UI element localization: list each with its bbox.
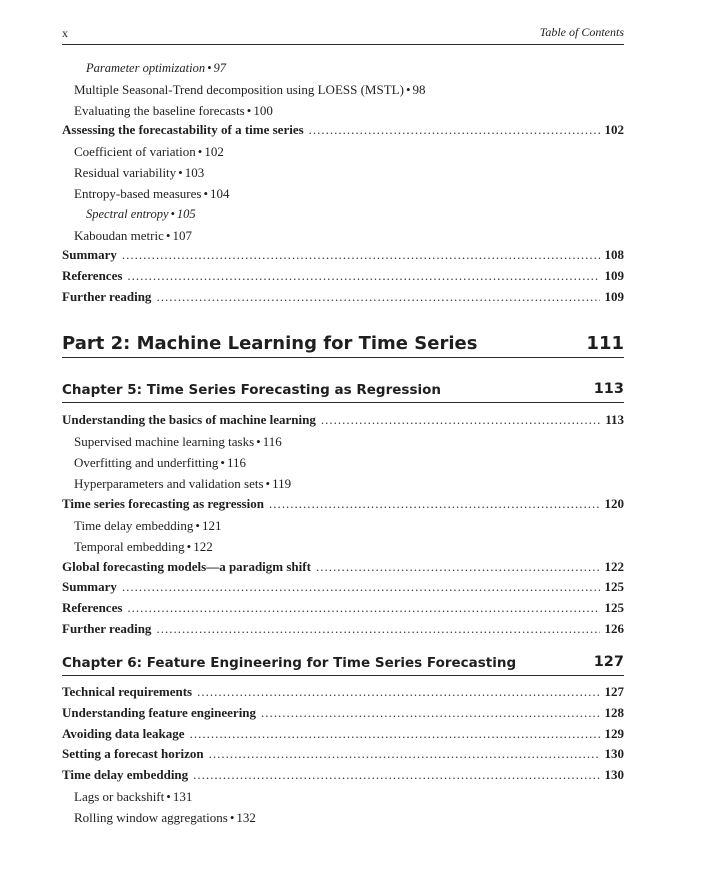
toc-entry-data-leakage[interactable] bbox=[62, 724, 624, 745]
toc-page-number: 122 bbox=[193, 538, 213, 554]
toc-subsection-title: Time delay embedding bbox=[74, 517, 194, 533]
toc-entry-title: References bbox=[62, 267, 123, 283]
toc-page-number: 97 bbox=[213, 61, 226, 75]
dot-leader bbox=[156, 619, 599, 640]
toc-page-number: 132 bbox=[236, 809, 256, 825]
running-section-title: Table of Contents bbox=[539, 25, 624, 39]
toc-page-number: 126 bbox=[604, 620, 624, 636]
toc-page-number: 107 bbox=[172, 227, 192, 243]
toc-subsection-title: Overfitting and underfitting bbox=[74, 454, 219, 470]
toc-page-number: 104 bbox=[210, 185, 230, 201]
toc-subsection[interactable] bbox=[62, 786, 624, 807]
toc-subsection[interactable] bbox=[62, 473, 624, 494]
bullet-separator: • bbox=[265, 475, 271, 491]
dot-leader bbox=[127, 266, 599, 287]
toc-entry-title: Further reading bbox=[62, 620, 152, 636]
toc-page-number: 128 bbox=[604, 704, 624, 720]
toc-subsection-title: Hyperparameters and validation sets bbox=[74, 475, 264, 491]
toc-page-number: 102 bbox=[604, 122, 624, 137]
toc-entry-title: Technical requirements bbox=[62, 684, 193, 699]
toc-entry-time-delay-embedding[interactable] bbox=[62, 765, 624, 786]
toc-entry-title: Setting a forecast horizon bbox=[62, 746, 204, 762]
toc-subsection-title: Residual variability bbox=[74, 164, 177, 180]
bullet-separator: • bbox=[195, 517, 200, 533]
toc-subsection[interactable] bbox=[62, 452, 624, 473]
toc-subsection-title: Coefficient of variation bbox=[74, 143, 196, 159]
bullet-separator: • bbox=[405, 82, 411, 97]
bullet-separator: • bbox=[165, 227, 171, 243]
toc-page-number: 125 bbox=[604, 600, 624, 616]
bullet-separator: • bbox=[246, 103, 252, 118]
running-header bbox=[62, 22, 624, 45]
bullet-separator: • bbox=[197, 143, 203, 159]
toc-page-number: 109 bbox=[604, 267, 624, 283]
toc-entry-regression[interactable] bbox=[62, 494, 624, 515]
bullet-separator: • bbox=[186, 538, 192, 554]
toc-entry-feature-engineering[interactable] bbox=[62, 703, 624, 724]
dot-leader bbox=[261, 703, 599, 724]
chapter5-contents bbox=[62, 410, 624, 640]
toc-entry-technical-requirements[interactable] bbox=[62, 682, 624, 703]
toc-subsection-title: Temporal embedding bbox=[74, 538, 185, 554]
bullet-separator: • bbox=[256, 433, 261, 449]
toc-entry-title: Assessing the forecastability of a time series bbox=[62, 122, 304, 137]
dot-leader bbox=[122, 245, 600, 266]
toc-entry-references[interactable] bbox=[62, 598, 624, 619]
dot-leader bbox=[316, 557, 600, 578]
toc-page-number: 130 bbox=[604, 746, 624, 762]
toc-entry-title: Summary bbox=[62, 247, 117, 262]
toc-entry-title: Understanding feature engineering bbox=[62, 704, 257, 720]
toc-page-number: 131 bbox=[172, 788, 193, 804]
dot-leader bbox=[309, 120, 600, 141]
toc-entry-title: References bbox=[62, 600, 123, 616]
chapter-page-number: 113 bbox=[593, 381, 624, 397]
toc-entry-further-reading[interactable] bbox=[62, 619, 624, 640]
chapter-heading[interactable] bbox=[62, 654, 624, 676]
chapter-heading[interactable] bbox=[62, 381, 624, 403]
toc-entry-title: Understanding the basics of machine learning bbox=[62, 412, 316, 427]
dot-leader bbox=[156, 287, 599, 308]
toc-page-number: 105 bbox=[176, 206, 196, 221]
toc-page-number: 129 bbox=[604, 725, 624, 741]
toc-subsection-title: Entropy-based measures bbox=[74, 185, 202, 201]
bullet-separator: • bbox=[203, 185, 208, 201]
dot-leader bbox=[321, 410, 600, 431]
toc-entry-title: Summary bbox=[62, 579, 117, 595]
toc-subsection[interactable] bbox=[62, 807, 624, 828]
toc-page-number: 98 bbox=[412, 82, 426, 97]
part-heading[interactable] bbox=[62, 333, 624, 358]
chapter6-contents bbox=[62, 682, 624, 828]
toc-subsection[interactable] bbox=[62, 162, 624, 183]
toc-page-number: 119 bbox=[272, 475, 292, 491]
toc-subsubsection-title: Spectral entropy bbox=[86, 206, 169, 221]
continued-subsections bbox=[62, 58, 624, 121]
part-title: Part 2: Machine Learning for Time Series bbox=[62, 333, 478, 354]
bullet-separator: • bbox=[229, 809, 235, 825]
bullet-separator: • bbox=[166, 788, 171, 804]
part-page-number: 111 bbox=[586, 333, 624, 354]
toc-subsubsection[interactable] bbox=[62, 204, 624, 225]
toc-page-number: 121 bbox=[201, 517, 222, 533]
toc-page-number: 100 bbox=[253, 103, 273, 118]
toc-subsection[interactable] bbox=[62, 100, 624, 121]
toc-page-number: 127 bbox=[604, 684, 624, 699]
toc-subsection[interactable] bbox=[62, 431, 624, 452]
dot-leader bbox=[193, 765, 599, 786]
dot-leader bbox=[269, 494, 600, 515]
toc-subsection-title: Evaluating the baseline forecasts bbox=[74, 103, 245, 118]
dot-leader bbox=[197, 682, 599, 703]
toc-entry-title: Global forecasting models—a paradigm shift bbox=[62, 558, 311, 574]
bullet-separator: • bbox=[207, 61, 212, 75]
toc-subsection[interactable] bbox=[62, 141, 624, 162]
dot-leader bbox=[127, 598, 599, 619]
forecastability-section bbox=[62, 120, 624, 246]
toc-page-number: 125 bbox=[604, 579, 624, 595]
chapter-page-number: 127 bbox=[593, 654, 624, 670]
dot-leader bbox=[122, 577, 600, 598]
toc-entry-ml-basics[interactable] bbox=[62, 410, 624, 431]
toc-subsection-title: Multiple Seasonal-Trend decomposition using LOESS (MSTL) bbox=[74, 82, 404, 97]
chapter-title: Chapter 6: Feature Engineering for Time Series Forecasting bbox=[62, 655, 517, 671]
toc-subsection-title: Lags or backshift bbox=[74, 788, 165, 804]
toc-entry-title: Avoiding data leakage bbox=[62, 725, 185, 741]
page-folio: x bbox=[62, 26, 68, 40]
toc-entry-title: Time series forecasting as regression bbox=[62, 495, 264, 511]
toc-entry-forecastability[interactable] bbox=[62, 120, 624, 141]
toc-page-number: 108 bbox=[604, 247, 624, 262]
toc-subsection-title: Rolling window aggregations bbox=[74, 809, 228, 825]
toc-subsection-title: Supervised machine learning tasks bbox=[74, 433, 255, 449]
dot-leader bbox=[209, 744, 600, 765]
dot-leader bbox=[190, 724, 600, 745]
toc-page-number: 102 bbox=[204, 143, 224, 159]
toc-page-number: 116 bbox=[226, 454, 247, 470]
toc-subsection[interactable] bbox=[62, 536, 624, 557]
toc-entry-title: Further reading bbox=[62, 288, 152, 304]
toc-entry-summary[interactable] bbox=[62, 245, 624, 266]
toc-page-number: 109 bbox=[604, 288, 624, 304]
toc-page-number: 103 bbox=[184, 164, 205, 180]
toc-subsubsection[interactable] bbox=[62, 58, 624, 79]
bullet-separator: • bbox=[220, 454, 225, 470]
toc-subsection[interactable] bbox=[62, 79, 624, 100]
bullet-separator: • bbox=[170, 206, 175, 221]
toc-subsection-title: Kaboudan metric bbox=[74, 227, 164, 243]
toc-entry-further-reading[interactable] bbox=[62, 287, 624, 308]
toc-page-number: 113 bbox=[605, 412, 624, 427]
toc-entry-references[interactable] bbox=[62, 266, 624, 287]
toc-page-number: 130 bbox=[604, 767, 624, 783]
chapter-title: Chapter 5: Time Series Forecasting as Regression bbox=[62, 382, 441, 398]
toc-subsubsection-title: Parameter optimization bbox=[86, 61, 206, 75]
toc-subsection[interactable] bbox=[62, 515, 624, 536]
toc-entry-global-models[interactable] bbox=[62, 557, 624, 578]
toc-entry-forecast-horizon[interactable] bbox=[62, 744, 624, 765]
toc-page-number: 120 bbox=[604, 495, 624, 511]
toc-entry-title: Time delay embedding bbox=[62, 767, 189, 783]
chapter4-tail bbox=[62, 245, 624, 307]
bullet-separator: • bbox=[178, 164, 183, 180]
toc-subsection[interactable] bbox=[62, 183, 624, 204]
toc-page-number: 122 bbox=[604, 558, 624, 574]
toc-page-number: 116 bbox=[262, 433, 282, 449]
toc-entry-summary[interactable] bbox=[62, 577, 624, 598]
toc-subsection[interactable] bbox=[62, 225, 624, 246]
